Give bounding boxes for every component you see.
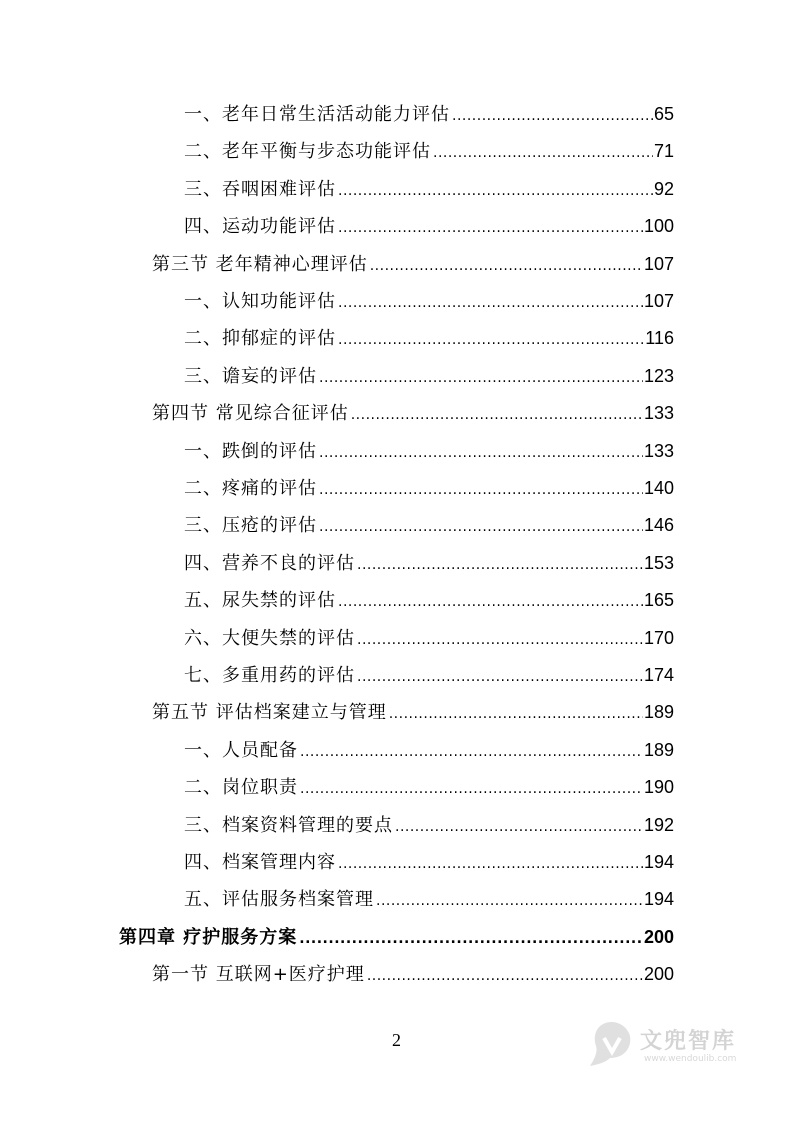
toc-entry-title: 二、岗位职责	[184, 777, 298, 799]
toc-entry-title: 二、老年平衡与步态功能评估	[184, 141, 431, 163]
toc-entry-title: 四、运动功能评估	[184, 216, 336, 238]
toc-entry-title: 一、认知功能评估	[184, 291, 336, 312]
toc-dot-leader	[450, 102, 653, 130]
toc-entry-title: 第三节 老年精神心理评估	[152, 253, 368, 275]
toc-dot-leader	[336, 326, 644, 354]
toc-entry-page: 107	[643, 253, 674, 274]
toc-dot-leader	[297, 925, 643, 953]
toc-dot-leader	[368, 252, 643, 280]
toc-dot-leader	[355, 626, 643, 654]
toc-entry-title: 第一节 互联网+医疗护理	[152, 964, 365, 986]
toc-entry-title: 一、人员配备	[184, 739, 298, 761]
toc-entry[interactable]	[184, 137, 674, 165]
toc-entry[interactable]	[184, 100, 674, 128]
toc-entry-page: 133	[643, 440, 674, 461]
toc-entry[interactable]	[184, 624, 674, 652]
toc-entry[interactable]	[184, 848, 674, 876]
toc-entry[interactable]	[184, 362, 674, 390]
watermark	[588, 1018, 758, 1078]
toc-entry-page: 133	[643, 403, 674, 424]
toc-dot-leader	[336, 177, 653, 205]
toc-entry[interactable]	[184, 324, 674, 352]
toc-entry[interactable]	[184, 474, 674, 502]
toc-entry[interactable]	[184, 736, 674, 764]
watermark-url: www.wendoulib.com	[644, 1054, 737, 1064]
toc-dot-leader	[355, 663, 643, 691]
toc-entry-page: 123	[643, 365, 674, 386]
toc-entry-page: 170	[643, 627, 674, 648]
toc-dot-leader	[349, 401, 643, 429]
toc-entry-page: 200	[643, 964, 674, 985]
toc-entry-page: 189	[643, 739, 674, 760]
toc-entry-title: 三、吞咽困难评估	[184, 178, 336, 200]
toc-entry-page: 200	[643, 926, 674, 947]
toc-dot-leader	[393, 813, 643, 841]
toc-entry[interactable]	[184, 287, 674, 315]
toc-entry-title: 二、抑郁症的评估	[184, 328, 336, 350]
toc-dot-leader	[374, 887, 643, 915]
toc-entry[interactable]	[152, 399, 674, 427]
toc-dot-leader	[317, 513, 643, 541]
toc-entry[interactable]	[184, 437, 674, 465]
toc-entry-title: 一、老年日常生活活动能力评估	[184, 104, 450, 125]
toc-entry[interactable]	[184, 175, 674, 203]
toc-dot-leader	[365, 962, 643, 990]
toc-entry-title: 一、跌倒的评估	[184, 440, 317, 462]
toc-entry-title: 二、疼痛的评估	[184, 478, 317, 499]
toc-entry[interactable]	[184, 661, 674, 689]
toc-entry-page: 65	[653, 104, 674, 124]
toc-entry-page: 116	[645, 328, 674, 349]
toc-entry-title: 七、多重用药的评估	[184, 665, 355, 686]
toc-entry-page: 165	[643, 590, 674, 611]
toc-entry-title: 三、档案资料管理的要点	[184, 814, 393, 836]
toc-entry[interactable]	[152, 960, 674, 988]
toc-entry[interactable]	[184, 773, 674, 801]
toc-dot-leader	[336, 850, 643, 878]
toc-dot-leader	[355, 551, 643, 579]
toc-entry-title: 三、压疮的评估	[184, 515, 317, 537]
toc-dot-leader	[431, 139, 653, 167]
toc-dot-leader	[336, 289, 643, 317]
toc-entry-title: 五、评估服务档案管理	[184, 889, 374, 911]
toc-dot-leader	[387, 700, 643, 728]
toc-entry-title: 第五节 评估档案建立与管理	[152, 702, 387, 724]
toc-entry-page: 190	[643, 777, 674, 798]
toc-entry[interactable]	[184, 511, 674, 539]
toc-entry[interactable]	[119, 923, 674, 951]
toc-entry[interactable]	[184, 212, 674, 240]
toc-entry-title: 四、营养不良的评估	[184, 552, 355, 574]
toc-dot-leader	[298, 738, 643, 766]
toc-entry[interactable]	[184, 811, 674, 839]
toc-entry-page: 146	[643, 515, 674, 536]
toc-entry-title: 三、谵妄的评估	[184, 365, 317, 387]
toc-dot-leader	[317, 364, 643, 392]
toc-entry-title: 四、档案管理内容	[184, 852, 336, 873]
toc-entry-page: 174	[643, 665, 674, 685]
toc-dot-leader	[298, 775, 643, 803]
toc-dot-leader	[336, 214, 643, 242]
toc-entry-page: 140	[643, 478, 674, 498]
toc-entry-title: 六、大便失禁的评估	[184, 627, 355, 649]
toc-entry-page: 107	[643, 291, 674, 311]
toc-entry-page: 194	[643, 889, 674, 910]
toc-entry[interactable]	[184, 586, 674, 614]
toc-entry-page: 194	[643, 852, 674, 872]
toc-entry-title: 第四节 常见综合征评估	[152, 403, 349, 425]
toc-entry-page: 153	[643, 552, 674, 573]
toc-entry-page: 100	[643, 216, 674, 237]
toc-entry[interactable]	[184, 549, 674, 577]
toc-dot-leader	[317, 476, 643, 504]
toc-dot-leader	[317, 439, 643, 467]
toc-entry[interactable]	[152, 250, 674, 278]
toc-entry-title: 第四章 疗护服务方案	[119, 926, 298, 948]
toc-entry-page: 192	[643, 814, 674, 835]
toc-entry-page: 71	[653, 141, 674, 162]
toc-entry-title: 五、尿失禁的评估	[184, 590, 336, 612]
toc-dot-leader	[336, 588, 643, 616]
toc-entry-page: 92	[653, 178, 674, 199]
toc-entry[interactable]	[184, 885, 674, 913]
watermark-text: 文兜智库	[640, 1029, 737, 1054]
toc-entry-page: 189	[643, 702, 674, 723]
watermark-logo-icon	[588, 1018, 636, 1074]
toc-entry[interactable]	[152, 698, 674, 726]
page-number: 2	[392, 1030, 401, 1050]
